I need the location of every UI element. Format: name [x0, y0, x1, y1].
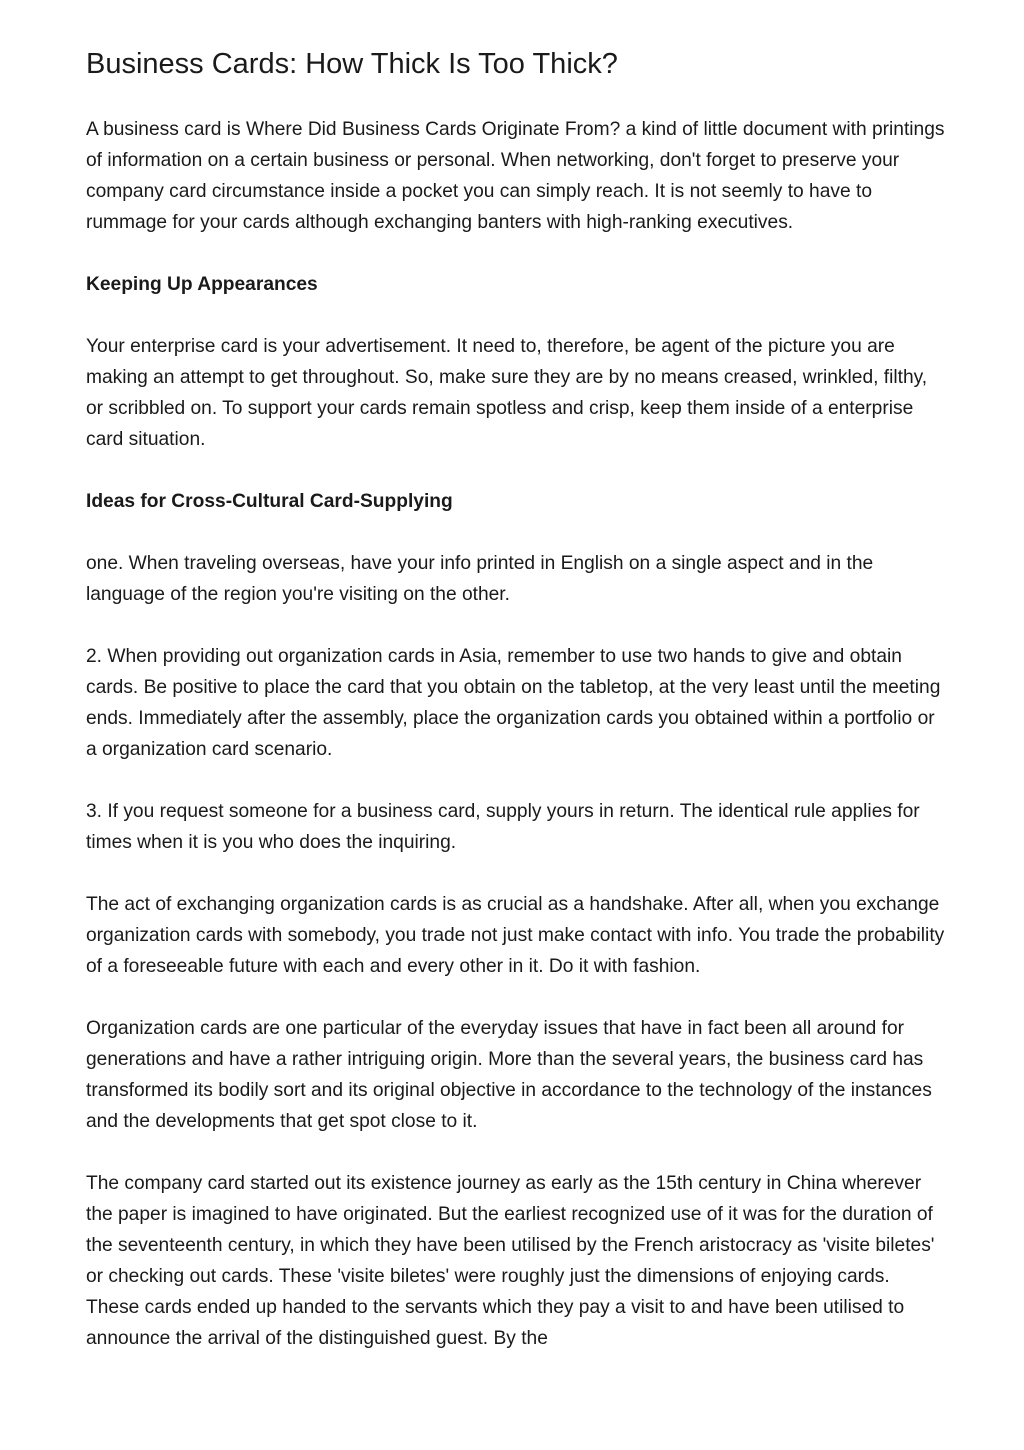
paragraph-tip-three: 3. If you request someone for a business card, supply yours in return. The identical rule applies for times when it is you who does the inquiring. — [86, 801, 920, 853]
section-heading-appearances: Keeping Up Appearances — [86, 274, 318, 295]
paragraph-tip-one: one. When traveling overseas, have your info printed in English on a single aspect and in the language of the region you're visiting on the other. — [86, 553, 874, 605]
paragraph-origin: Organization cards are one particular of the everyday issues that have in fact been all around for generations and have a rather intriguing origin. More than the several years, the business card has transformed its bodily sort and its original objective in accordance to the technology of the instances and the developments that get spot close to it. — [86, 1018, 932, 1132]
paragraph-intro: A business card is Where Did Business Cards Originate From? a kind of little document with printings of information on a certain business or personal. When networking, don't forget to preserve your company card circumstance inside a pocket you can simply reach. It is not seemly to have to rummage for your cards although exchanging banters with high-ranking executives. — [86, 119, 945, 233]
section-heading-cross-cultural: Ideas for Cross-Cultural Card-Supplying — [86, 491, 453, 512]
document-body — [86, 114, 946, 1385]
paragraph-handshake: The act of exchanging organization cards is as crucial as a handshake. After all, when you exchange organization cards with somebody, you trade not just make contact with info. You trade the probability of a foreseeable future with each and every other in it. Do it with fashion. — [86, 894, 945, 977]
paragraph-tip-two: 2. When providing out organization cards in Asia, remember to use two hands to give and obtain cards. Be positive to place the card that you obtain on the tabletop, at the very least until the meeting ends. Immediately after the assembly, place the organization cards you obtained within a portfolio or a organization card scenario. — [86, 646, 941, 760]
paragraph-history: The company card started out its existence journey as early as the 15th century in China wherever the paper is imagined to have originated. But the earliest recognized use of it was for the duration of the seventeenth century, in which they have been utilised by the French aristocracy as 'visite biletes' or checking out cards. These 'visite biletes' were roughly just the dimensions of enjoying cards. These cards ended up handed to the servants which they pay a visit to and have been utilised to announce the arrival of the distinguished guest. By the — [86, 1173, 935, 1349]
page-title: Business Cards: How Thick Is Too Thick? — [86, 48, 618, 80]
paragraph-appearances: Your enterprise card is your advertisement. It need to, therefore, be agent of the picture you are making an attempt to get throughout. So, make sure they are by no means creased, wrinkled, filthy, or scribbled on. To support your cards remain spotless and crisp, keep them inside of a enterprise card situation. — [86, 336, 928, 450]
